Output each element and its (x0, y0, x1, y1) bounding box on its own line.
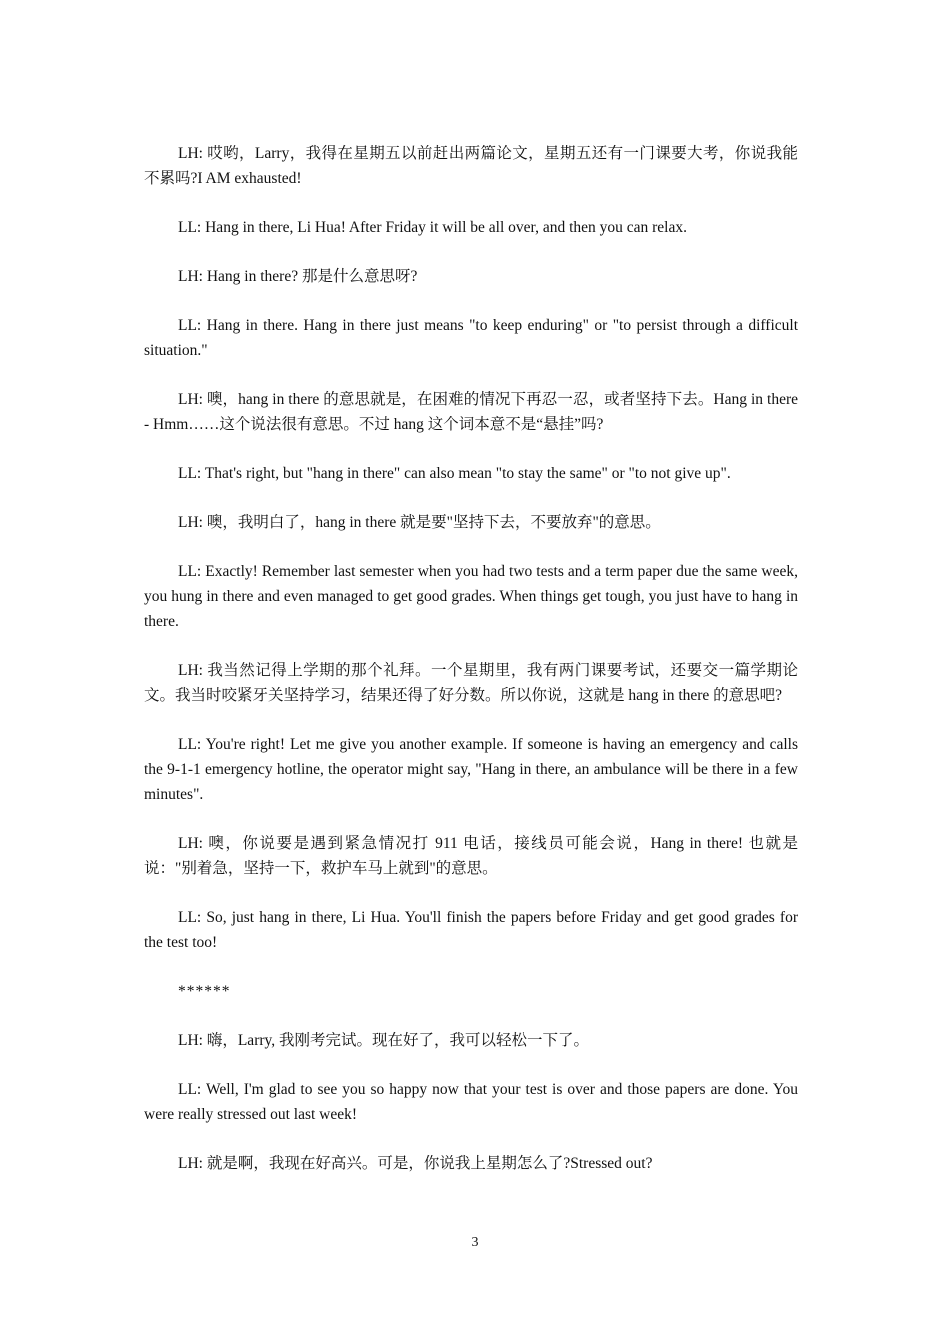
dialogue-paragraph: LH: 噢，hang in there 的意思就是，在困难的情况下再忍一忍，或者坚持下去。Hang in there - Hmm……这个说法很有意思。不过 hang 这个词本意不是“悬挂”吗? (144, 391, 798, 433)
dialogue-paragraph: LL: So, just hang in there, Li Hua. You'll finish the papers before Friday and get good grades for the test too! (144, 909, 798, 951)
dialogue-paragraph: LH: 嗨，Larry, 我刚考完试。现在好了，我可以轻松一下了。 (178, 1032, 590, 1049)
dialogue-paragraph: LH: 我当然记得上学期的那个礼拜。一个星期里，我有两门课要考试，还要交一篇学期论文。我当时咬紧牙关坚持学习，结果还得了好分数。所以你说，这就是 hang in there 的意思吧? (144, 662, 798, 704)
page-number: 3 (471, 1235, 479, 1250)
dialogue-paragraph: LH: Hang in there? 那是什么意思呀? (178, 268, 418, 285)
dialogue-paragraph: LH: 噢，我明白了，hang in there 就是要"坚持下去，不要放弃"的意思。 (178, 514, 661, 531)
dialogue-paragraph: LL: Hang in there, Li Hua! After Friday it will be all over, and then you can relax. (178, 219, 687, 236)
dialogue-paragraph: LH: 噢，你说要是遇到紧急情况打 911 电话，接线员可能会说，Hang in there! 也就是说："别着急，坚持一下，救护车马上就到"的意思。 (144, 835, 798, 877)
dialogue-paragraph: LL: Hang in there. Hang in there just means "to keep enduring" or "to persist through a difficult situation." (144, 317, 798, 359)
dialogue-paragraph: LH: 哎哟，Larry，我得在星期五以前赶出两篇论文，星期五还有一门课要大考，你说我能不累吗?I AM exhausted! (144, 145, 798, 187)
dialogue-paragraph: LL: You're right! Let me give you another example. If someone is having an emergency and calls the 9-1-1 emergency hotline, the operator might say, "Hang in there, an ambulance will be there in a few minutes". (144, 736, 798, 803)
dialogue-body (144, 141, 798, 1200)
dialogue-paragraph: LL: That's right, but "hang in there" can also mean "to stay the same" or "to not give up". (178, 465, 731, 482)
dialogue-paragraph: LH: 就是啊，我现在好高兴。可是，你说我上星期怎么了?Stressed out? (178, 1155, 653, 1172)
dialogue-paragraph: LL: Well, I'm glad to see you so happy now that your test is over and those papers are done. You were really stressed out last week! (144, 1081, 798, 1123)
section-separator: ****** (178, 983, 231, 1000)
dialogue-paragraph: LL: Exactly! Remember last semester when you had two tests and a term paper due the same week, you hung in there and even managed to get good grades. When things get tough, you just have to hang in there. (144, 563, 798, 630)
